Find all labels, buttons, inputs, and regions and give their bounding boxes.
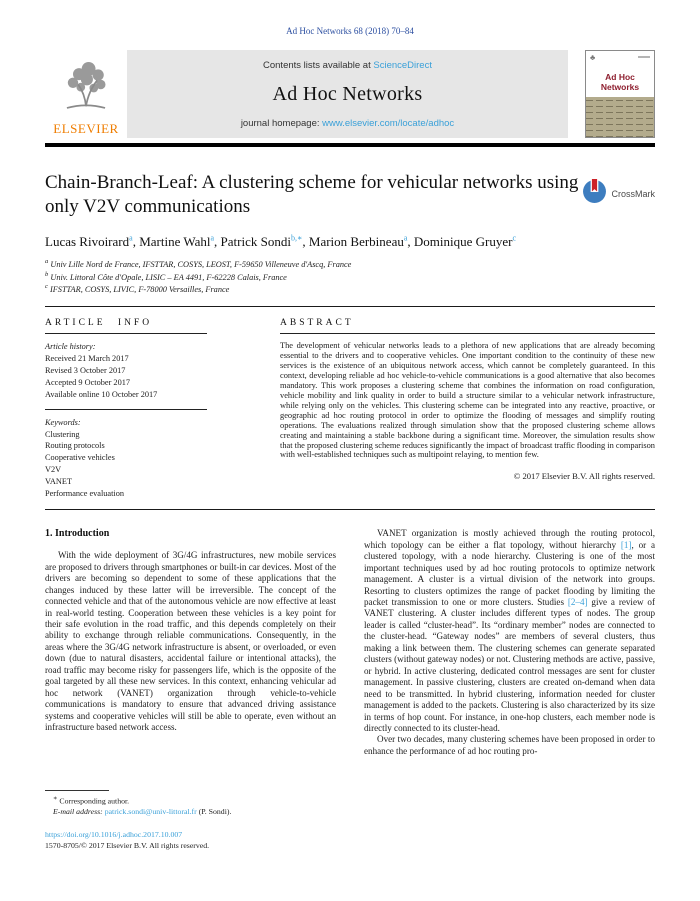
affiliation-line: $^b$ Univ. Littoral Côte d'Opale, LISIC – EA 4491, F-62228 Calais, France [45, 270, 287, 282]
paragraph-text: , or a clustered topology, with a node hierarchy. Clustering is one of the most important techniques used by ad hoc routing protocols to optimize network management. A cluster is a virtual division of the network into groups. Resorting to clusters optimizes the range of packet flooding by limiting the packet transmission to one or more clusters. Studies [364, 539, 655, 607]
footnote-marker: ∗ [53, 794, 58, 802]
affiliations-list [45, 259, 655, 296]
reference-1-link[interactable]: [1] [620, 539, 632, 550]
journal-cover-thumbnail[interactable] [585, 50, 655, 138]
author-name: Dominique Gruyer$^c$ [413, 233, 517, 250]
author-name: Martine Wahl$^a$ [139, 233, 215, 250]
history-entry: Received 21 March 2017 [45, 354, 129, 364]
author-affiliation-sup[interactable]: b,∗ [290, 233, 303, 243]
paragraph-text: VANET organization is mostly achieved through the routing protocol, which topology can be either a flat topology, without hierarchy [364, 528, 655, 550]
keyword-entry: Performance evaluation [45, 488, 125, 498]
doi-line [45, 829, 336, 840]
contents-line [135, 60, 560, 71]
email-link[interactable]: patrick.sondi@univ-littoral.fr [104, 807, 197, 817]
masthead-center [127, 50, 568, 138]
keywords-label: Keywords: [45, 417, 81, 427]
crossmark-icon [582, 179, 607, 209]
keywords-rule [45, 409, 207, 410]
author-affiliation-sup[interactable]: a [210, 233, 215, 243]
abstract-heading: ABSTRACT [280, 318, 354, 329]
crossmark-label: CrossMark [611, 188, 655, 199]
keyword-entry: Routing protocols [45, 441, 105, 451]
body-text-columns [45, 519, 655, 851]
abstract-column [280, 307, 655, 499]
article-history-label: Article history: [45, 342, 96, 352]
rights-line: 1570-8705/© 2017 Elsevier B.V. All rights reserved. [45, 840, 210, 850]
reference-2-4-link[interactable]: [2–4] [567, 597, 588, 607]
masthead-divider [45, 143, 655, 147]
email-label: E-mail address: [53, 807, 105, 817]
keyword-entry: V2V [45, 464, 62, 474]
keyword-entry: Cooperative vehicles [45, 453, 115, 463]
history-entry: Available online 10 October 2017 [45, 389, 158, 399]
author-name: Lucas Rivoirard$^a$ [45, 233, 133, 250]
sciencedirect-link[interactable]: ScienceDirect [373, 60, 432, 71]
cover-title-line2: Networks [600, 81, 640, 92]
affiliation-line: $^a$ Univ Lille Nord de France, IFSTTAR, COSYS, LEOST, F-59650 Villeneuve d'Ascq, France [45, 258, 352, 270]
body-left-column [45, 519, 336, 851]
abstract-copyright: © 2017 Elsevier B.V. All rights reserved. [513, 471, 655, 482]
article-history-list [45, 353, 250, 400]
authors-line: Lucas Rivoirard$^a$, Martine Wahl$^a$, Patrick Sondi$^{b,∗}$, Marion Berbineau$^a$, Dominique Gruyer$^c$ [45, 233, 517, 250]
journal-title: Ad Hoc Networks [272, 83, 423, 105]
footnote-rule [45, 790, 109, 791]
contents-prefix: Contents lists available at [263, 60, 374, 71]
cover-title-line1: Ad Hoc [605, 72, 635, 83]
running-head-citation: Ad Hoc Networks 68 (2018) 70–84 [286, 26, 414, 36]
elsevier-tree-icon [60, 61, 112, 120]
introduction-paragraph: With the wide deployment of 3G/4G infrastructures, new mobile services are proposed to drivers through smartphones or built-in car devices. Most of the drivers are becoming so dependent to some of these applications that the changes induced by these latter will be irreversible. The concept of the connected vehicle and that of the autonomous vehicle are now effective at least in real-world testing. Cooperation between these vehicles is a key point for their safe evolution in the road traffic, and this depends completely on their ability to exchange through reliable communications. Consequently, in the areas where the 3G/4G network infrastructure is absent, or overloaded, or even down (due to natural disasters, accidental failure or intentional attacks), the road traffic may become risky for passengers life, which is the opposite of the goal targeted by all these new services. In this context, enhancing vehicular ad hoc network (VANET) organization through vehicle-to-vehicle communications is mandatory to ensure that advanced driving assistance systems and cooperative vehicles will still be able to operate, even without an infrastructure based network access. [45, 550, 336, 733]
body-right-column [364, 519, 655, 851]
info-abstract-section [45, 307, 655, 499]
cover-title [586, 73, 654, 92]
abstract-text: The development of vehicular networks leads to a plethora of new applications that are already becoming essential to the drivers and to cooperative vehicles. One important condition to the continuity of these new services is the existence of an ubiquitous network access, which cannot be completely guaranteed. In this context, developing reliable ad hoc vehicle-to-vehicle communications is a good alternative that also becomes mandatory. This work proposes a clustering scheme that combines the information on road configuration, vehicle mobility and link quality in order to build a structure similar to a vehicular network infrastructure, while relying only on the vehicles. This clustering scheme can be integrated into any reactive, proactive, or geographic ad hoc routing protocol in order to optimize the flooding of messages and simplify routing operations. The evaluations realized through simulation show that the proposed clustering scheme allows creating and maintaining a stable backbone during a significant time. Moreover, the simulation results show that the proposed clustering scheme reduces significantly the impact of broadcast traffic flooding in comparison with well-established techniques such as multipoint relaying, to mention few. [280, 341, 655, 460]
cover-elsevier-mark-icon: ♣ [590, 53, 596, 62]
homepage-prefix: journal homepage: [240, 118, 323, 129]
author-name: Patrick Sondi$^{b,∗}$ [220, 233, 303, 250]
keyword-entry: Clustering [45, 429, 80, 439]
article-info-rule [45, 333, 207, 334]
cover-header-decoration [638, 56, 650, 58]
keyword-entry: VANET [45, 476, 73, 486]
article-info-heading: ARTICLE INFO [45, 318, 153, 329]
section-divider-bottom [45, 509, 655, 510]
footnote-block [45, 790, 336, 852]
author-affiliation-sup[interactable]: a [129, 233, 133, 243]
clustering-history-paragraph: Over two decades, many clustering schemes have been proposed in order to enhance the performance of ad hoc routing pro- [364, 734, 655, 756]
paragraph-text: give a review of VANET clustering. A cluster includes different types of nodes. The group leader is called “cluster-head”. Its “ordinary member” nodes are connected to the cluster-head. “Gateway nodes” are members of several clusters, thus making a link between them. The clustering schemes can generate separated clusters (without gateway nodes) or not. Clustering methods are active, passive, or hybrid. In active clustering, dedicated control messages are sent for cluster management. In passive clustering, clusters are created on-demand when data need to be transmitted. In hybrid clustering, information needed for cluster management is added to the packets. Clustering is also characterized by its size in terms of hop count. For instance, in one-hop clusters, each member node is directly connected to its cluster-head. [364, 597, 655, 733]
journal-masthead [45, 50, 655, 138]
abstract-rule [280, 333, 655, 334]
article-info-column [45, 307, 280, 499]
vanet-paragraph [364, 528, 655, 734]
crossmark-badge[interactable] [582, 179, 655, 209]
email-suffix: (P. Sondi). [196, 807, 232, 817]
keywords-list [45, 429, 250, 500]
author-affiliation-sup[interactable]: a [403, 233, 408, 243]
author-name: Marion Berbineau$^a$ [308, 233, 408, 250]
elsevier-logo [45, 50, 127, 138]
corresponding-author-note [45, 794, 336, 807]
cover-abstract-pattern [586, 97, 654, 137]
corresponding-text: Corresponding author. [57, 796, 130, 806]
introduction-heading: 1. Introduction [45, 528, 110, 540]
history-entry: Accepted 9 October 2017 [45, 378, 131, 388]
elsevier-wordmark: ELSEVIER [53, 121, 119, 136]
affiliation-line: $^c$ IFSTTAR, COSYS, LIVIC, F-78000 Versailles, France [45, 283, 230, 294]
author-affiliation-sup[interactable]: c [512, 233, 517, 243]
article-title: Chain-Branch-Leaf: A clustering scheme for vehicular networks using only V2V communications [45, 171, 579, 217]
homepage-line [135, 118, 560, 129]
title-block [45, 171, 655, 220]
doi-link[interactable]: https://doi.org/10.1016/j.adhoc.2017.10.007 [45, 829, 183, 839]
email-note [45, 806, 336, 817]
history-entry: Revised 3 October 2017 [45, 366, 126, 376]
journal-homepage-link[interactable]: www.elsevier.com/locate/adhoc [322, 118, 455, 129]
